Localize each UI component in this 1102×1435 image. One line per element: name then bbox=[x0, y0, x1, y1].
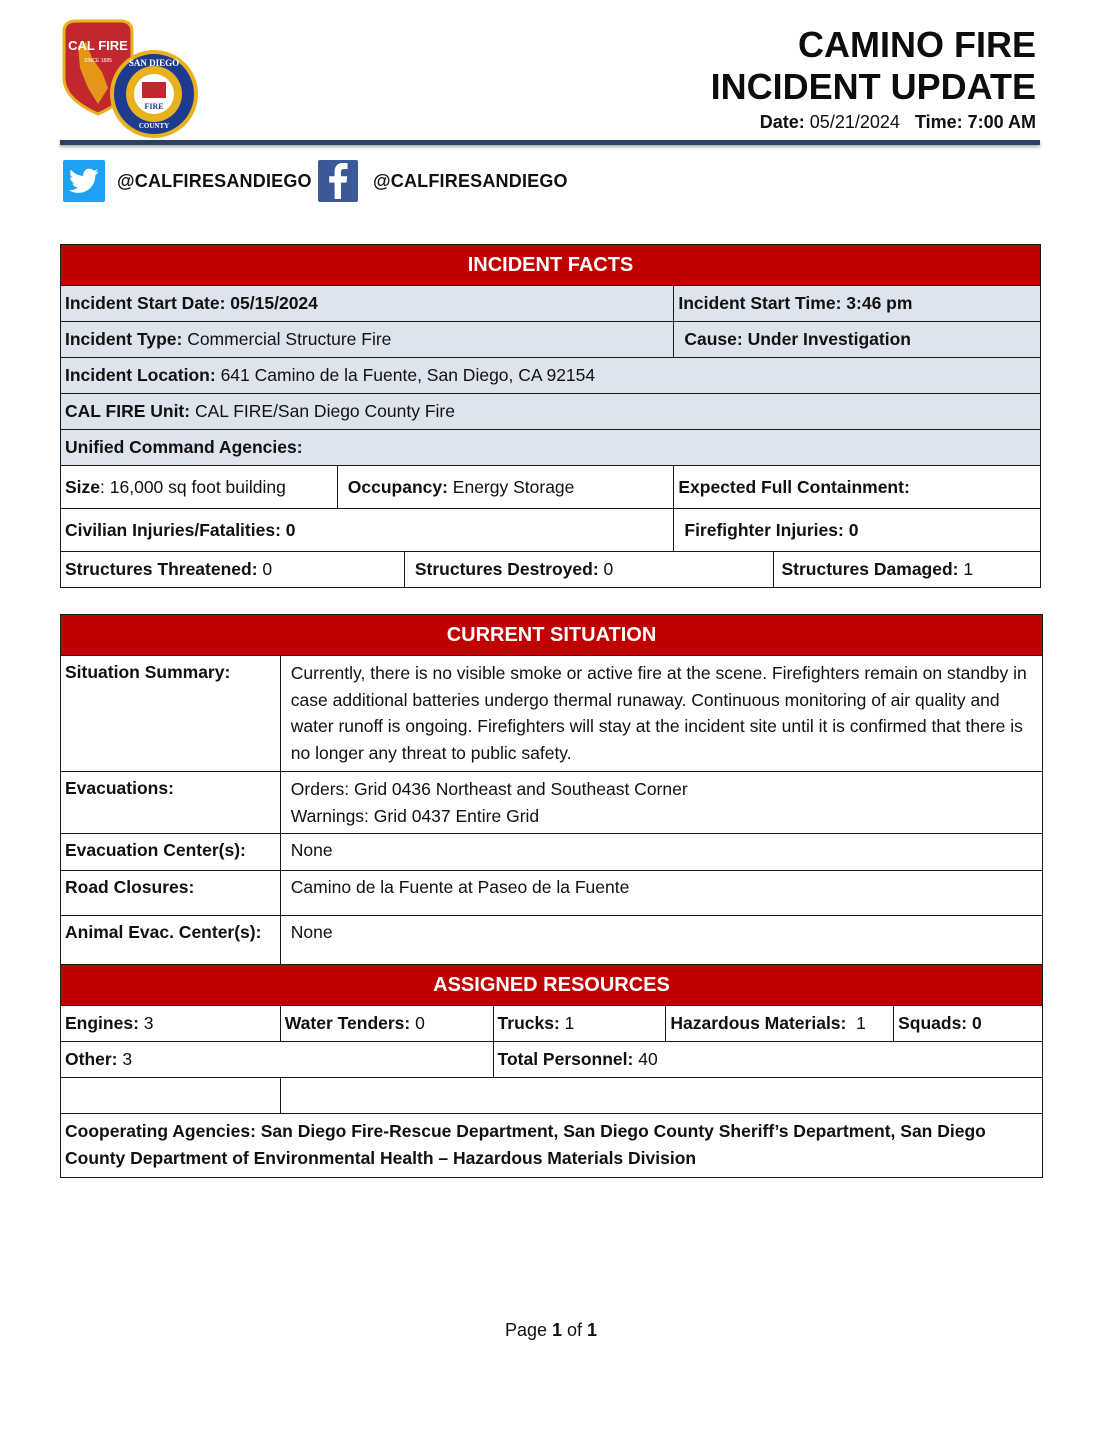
structures-damaged-label: Structures Damaged: bbox=[781, 559, 959, 579]
firefighter-injuries: Firefighter Injuries: 0 bbox=[674, 509, 1041, 552]
cal-fire-logo-text: CAL FIRE bbox=[68, 38, 128, 53]
other-label: Other: bbox=[65, 1049, 118, 1069]
situation-summary-text: Currently, there is no visible smoke or active fire at the scene. Firefighters remain on standby in case additional batteries undergo thermal runaway. Continuous monitoring of air quality and water runoff is ongoing. Firefighters will stay at the incident site until it is confirmed that there is no longer any threat to public safety. bbox=[280, 656, 1042, 772]
situation-summary-label: Situation Summary: bbox=[61, 656, 281, 772]
facebook-link[interactable] bbox=[318, 160, 568, 202]
other-value: 3 bbox=[117, 1049, 133, 1069]
evacuations-cell bbox=[280, 772, 1042, 834]
structures-threatened-cell bbox=[61, 552, 405, 588]
title-block bbox=[711, 24, 1036, 133]
hazmat-cell bbox=[666, 1006, 894, 1042]
total-personnel-label: Total Personnel: bbox=[497, 1049, 634, 1069]
page-total: 1 bbox=[587, 1320, 598, 1340]
incident-type-cell bbox=[61, 322, 674, 358]
structures-damaged-value: 1 bbox=[958, 559, 974, 579]
hazmat-label: Hazardous Materials: bbox=[670, 1013, 847, 1033]
structures-damaged-cell bbox=[773, 552, 1041, 588]
incident-cause: Cause: Under Investigation bbox=[674, 322, 1041, 358]
of-label: of bbox=[562, 1320, 588, 1340]
assigned-resources-heading: ASSIGNED RESOURCES bbox=[61, 965, 1043, 1006]
time-value: 7:00 AM bbox=[967, 112, 1036, 132]
trucks-value: 1 bbox=[559, 1013, 575, 1033]
water-tenders-value: 0 bbox=[410, 1013, 425, 1033]
current-situation-heading: CURRENT SITUATION bbox=[61, 615, 1043, 656]
empty-cell-left bbox=[61, 1078, 281, 1114]
other-resources-cell bbox=[61, 1042, 494, 1078]
structures-threatened-value: 0 bbox=[257, 559, 273, 579]
current-situation-table bbox=[60, 614, 1043, 1178]
trucks-label: Trucks: bbox=[497, 1013, 560, 1033]
incident-location-value: 641 Camino de la Fuente, San Diego, CA 92154 bbox=[215, 365, 596, 385]
cal-fire-unit-label: CAL FIRE Unit: bbox=[65, 401, 191, 421]
total-personnel-value: 40 bbox=[633, 1049, 658, 1069]
twitter-handle: @CALFIRESANDIEGO bbox=[117, 170, 312, 191]
animal-evac-centers-label: Animal Evac. Center(s): bbox=[61, 916, 281, 965]
time-label: Time: bbox=[914, 112, 963, 132]
date-value: 05/21/2024 bbox=[809, 112, 900, 132]
date-time-line bbox=[711, 112, 1036, 133]
twitter-icon bbox=[63, 160, 105, 202]
cooperating-agencies: Cooperating Agencies: San Diego Fire-Rescue Department, San Diego County Sheriff’s Department, San Diego County Department of Environmental Health – Hazardous Materials Division bbox=[61, 1114, 1043, 1178]
incident-facts-heading: INCIDENT FACTS bbox=[61, 245, 1041, 286]
total-personnel-cell bbox=[493, 1042, 1042, 1078]
trucks-cell bbox=[493, 1006, 666, 1042]
occupancy-cell bbox=[337, 466, 674, 509]
water-tenders-label: Water Tenders: bbox=[284, 1013, 411, 1033]
cal-fire-unit-cell bbox=[61, 394, 1041, 430]
incident-type-label: Incident Type: bbox=[65, 329, 183, 349]
structures-destroyed-cell bbox=[404, 552, 773, 588]
facebook-handle: @CALFIRESANDIEGO bbox=[373, 170, 568, 191]
incident-facts-table bbox=[60, 244, 1041, 588]
cal-fire-unit-value: CAL FIRE/San Diego County Fire bbox=[190, 401, 455, 421]
header-divider bbox=[60, 140, 1040, 145]
animal-evac-centers-value: None bbox=[280, 916, 1042, 965]
sd-logo-bottom-text: COUNTY bbox=[138, 122, 170, 130]
engines-cell bbox=[61, 1006, 281, 1042]
engines-label: Engines: bbox=[65, 1013, 139, 1033]
road-closures-value: Camino de la Fuente at Paseo de la Fuente bbox=[280, 871, 1042, 916]
occupancy-value: Energy Storage bbox=[447, 476, 575, 497]
expected-full-containment: Expected Full Containment: bbox=[674, 466, 1041, 509]
size-cell bbox=[61, 466, 338, 509]
page-number: 1 bbox=[552, 1320, 563, 1340]
squads-cell bbox=[894, 1006, 1043, 1042]
san-diego-county-fire-logo bbox=[112, 52, 196, 136]
date-label: Date: bbox=[759, 112, 805, 132]
road-closures-label: Road Closures: bbox=[61, 871, 281, 916]
incident-type-value: Commercial Structure Fire bbox=[182, 329, 392, 349]
facebook-icon bbox=[318, 160, 358, 202]
sd-logo-mid-text: FIRE bbox=[144, 102, 164, 111]
agency-logos bbox=[58, 18, 200, 140]
unified-command-agencies: Unified Command Agencies: bbox=[61, 430, 1041, 466]
size-value: : 16,000 sq foot building bbox=[100, 476, 286, 497]
evacuation-centers-value: None bbox=[280, 834, 1042, 871]
incident-start-time: Incident Start Time: 3:46 pm bbox=[674, 286, 1041, 322]
incident-location-cell bbox=[61, 358, 1041, 394]
water-tenders-cell bbox=[280, 1006, 493, 1042]
structures-threatened-label: Structures Threatened: bbox=[65, 559, 258, 579]
incident-start-date: Incident Start Date: 05/15/2024 bbox=[61, 286, 674, 322]
page-label: Page bbox=[504, 1320, 552, 1340]
twitter-link[interactable] bbox=[63, 160, 312, 202]
structures-destroyed-value: 0 bbox=[598, 559, 614, 579]
occupancy-label: Occupancy: bbox=[347, 476, 448, 497]
squads-label: Squads: bbox=[898, 1013, 968, 1033]
incident-location-label: Incident Location: bbox=[65, 365, 216, 385]
empty-cell-right bbox=[280, 1078, 1042, 1114]
page-title-line1: CAMINO FIRE bbox=[798, 24, 1036, 65]
size-label: Size bbox=[65, 476, 101, 497]
structures-destroyed-label: Structures Destroyed: bbox=[414, 559, 599, 579]
page-title-line2: INCIDENT UPDATE bbox=[710, 66, 1036, 107]
evacuation-warnings: Warnings: Grid 0437 Entire Grid bbox=[290, 805, 540, 826]
evacuation-orders: Orders: Grid 0436 Northeast and Southeast Corner bbox=[290, 779, 688, 799]
page-footer bbox=[0, 1320, 1102, 1341]
civilian-injuries: Civilian Injuries/Fatalities: 0 bbox=[61, 509, 674, 552]
engines-value: 3 bbox=[138, 1013, 154, 1033]
sd-logo-top-text: SAN DIEGO bbox=[128, 58, 180, 68]
evacuations-label: Evacuations: bbox=[61, 772, 281, 834]
evacuation-centers-label: Evacuation Center(s): bbox=[61, 834, 281, 871]
hazmat-value: 1 bbox=[846, 1013, 866, 1033]
squads-value: 0 bbox=[967, 1013, 982, 1033]
cal-fire-logo-since: SINCE 1885 bbox=[84, 58, 112, 64]
